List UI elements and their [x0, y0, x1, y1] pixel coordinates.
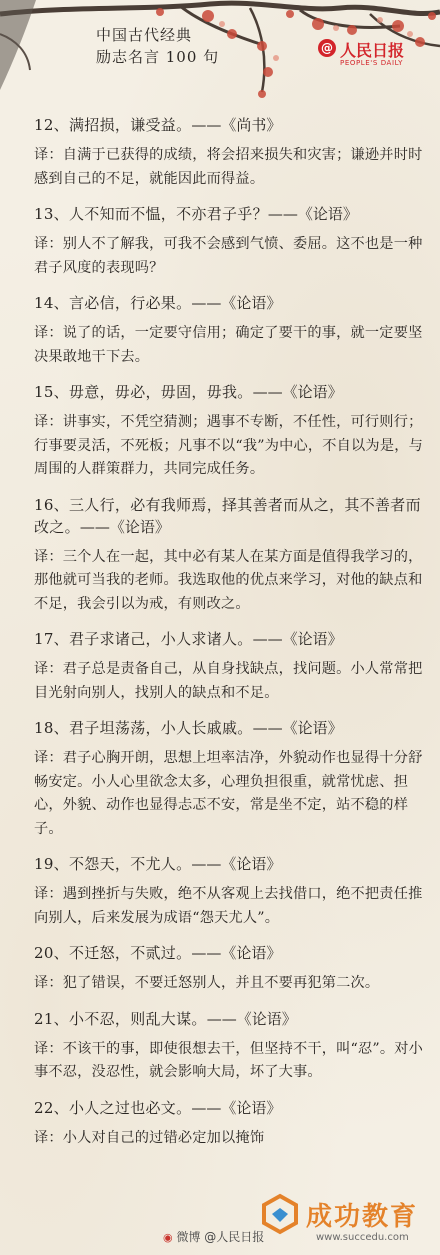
quote-line [34, 1097, 432, 1119]
quote-entry [34, 494, 432, 617]
quote-entry [34, 853, 432, 930]
quote-number: 22、 [34, 1098, 69, 1117]
quote-line [34, 853, 432, 875]
quote-entry [34, 1097, 432, 1151]
translation-text: 译：自满于已获得的成绩，将会招来损失和灾害；谦逊并时时感到自己的不足，就能因此而得益。 [34, 147, 423, 187]
quote-source: ——《论语》 [267, 205, 358, 223]
quote-entry [34, 628, 432, 705]
quote-source: ——《论语》 [191, 294, 282, 312]
translation-text: 译：遇到挫折与失败，绝不从客观上去找借口，绝不把责任推向别人，后来发展为成语“怨天尤人”。 [34, 886, 423, 926]
weibo-credit [163, 1228, 264, 1245]
credit-text: @人民日报 [204, 1230, 265, 1244]
quote-number: 15、 [34, 383, 69, 401]
quote-source: ——《论语》 [191, 1098, 282, 1117]
weibo-at-icon: @ [318, 39, 336, 57]
quote-number: 14、 [34, 294, 69, 312]
quote-number: 18、 [34, 719, 69, 737]
quote-line [34, 628, 432, 650]
translation-text: 译：君子心胸开朗，思想上坦率洁净，外貌动作也显得十分舒畅安定。小人心里欲念太多，心理负担很重，就常忧虑、担心，外貌、动作也显得忐忑不安，常是坐不定，站不稳的样子。 [34, 750, 423, 837]
translation-text: 译：三个人在一起，其中必有某人在某方面是值得我学习的，那他就可当我的老师。我选取他的优点来学习，对他的缺点和不足，我会引以为戒，有则改之。 [34, 548, 423, 612]
quote-text: 人不知而不愠，不亦君子乎？ [69, 205, 268, 223]
quote-number: 20、 [34, 944, 69, 962]
translation-text: 译：别人不了解我，可我不会感到气愤、委屈。这不也是一种君子风度的表现吗？ [34, 236, 423, 276]
quote-source: ——《论语》 [252, 383, 343, 401]
quote-line [34, 494, 432, 538]
quote-entry [34, 717, 432, 841]
quote-source: ——《论语》 [191, 855, 282, 873]
quote-text: 三人行，必有我师焉，择其善者而从之，其不善者而改之。 [34, 495, 421, 536]
quote-text: 毋意，毋必，毋固，毋我。 [69, 383, 253, 401]
title-line-1: 中国古代经典 [96, 26, 193, 44]
translation-text: 译：不该干的事，即使很想去干，但坚持不干，叫“忍”。对小事不忍，没忍性，就会影响大局，坏了大事。 [34, 1040, 423, 1080]
quote-source: ——《尚书》 [191, 116, 282, 134]
quote-number: 19、 [34, 855, 69, 873]
logo-text: 人民日报 [340, 41, 405, 60]
succedu-logo-icon [258, 1192, 302, 1236]
page-title [96, 24, 246, 68]
quote-number: 13、 [34, 205, 69, 223]
quote-text: 不怨天，不尤人。 [69, 855, 192, 873]
quote-text: 满招损，谦受益。 [69, 116, 192, 134]
quote-line [34, 717, 432, 739]
logo-subtitle: PEOPLE'S DAILY [340, 59, 404, 67]
quote-entry [34, 203, 432, 280]
quote-line [34, 114, 432, 136]
translation-text: 译：君子总是责备自己，从自身找缺点，找问题。小人常常把目光射向别人，找别人的缺点和不足。 [34, 661, 423, 701]
quote-text: 言必信，行必果。 [69, 294, 192, 312]
quotes-list [34, 114, 432, 1162]
quote-line [34, 1008, 432, 1030]
quote-entry [34, 942, 432, 996]
quote-entry [34, 292, 432, 369]
quote-entry [34, 381, 432, 482]
quote-entry [34, 114, 432, 191]
quote-text: 不迁怒，不贰过。 [69, 944, 192, 962]
quote-number: 21、 [34, 1009, 69, 1028]
quote-line [34, 381, 432, 403]
watermark-text: 成功教育 [306, 1202, 419, 1232]
quote-text: 小不忍，则乱大谋。 [69, 1009, 207, 1028]
translation-text: 译：说了的话，一定要守信用；确定了要干的事，就一定要坚决果敢地干下去。 [34, 325, 423, 365]
quote-source: ——《论语》 [252, 719, 343, 737]
watermark-url: www.succedu.com [316, 1232, 409, 1243]
weibo-icon: ◉ [163, 1231, 173, 1244]
quote-source: ——《论语》 [252, 630, 343, 648]
quote-line [34, 292, 432, 314]
peoples-daily-logo [318, 38, 430, 74]
title-line-2: 励志名言 100 句 [96, 48, 220, 66]
quote-number: 16、 [34, 495, 69, 514]
quote-text: 君子求诸己，小人求诸人。 [69, 630, 253, 648]
translation-text: 译：小人对自己的过错必定加以掩饰 [34, 1129, 265, 1146]
quote-entry [34, 1008, 432, 1085]
translation-text: 译：讲事实，不凭空猜测；遇事不专断，不任性，可行则行；行事要灵活，不死板；凡事不以“我”为中心，不自以为是，与周围的人群策群力，共同完成任务。 [34, 414, 423, 477]
quote-source: ——《论语》 [79, 517, 170, 536]
translation-text: 译：犯了错误，不要迁怒别人，并且不要再犯第二次。 [34, 975, 380, 991]
quote-number: 12、 [34, 116, 69, 134]
weibo-label: 微博 [176, 1230, 201, 1244]
quote-line [34, 203, 432, 225]
quote-source: ——《论语》 [191, 944, 282, 962]
quote-line [34, 942, 432, 964]
quote-text: 小人之过也必文。 [69, 1098, 192, 1117]
quote-number: 17、 [34, 630, 69, 648]
quote-text: 君子坦荡荡，小人长戚戚。 [69, 719, 253, 737]
quote-source: ——《论语》 [206, 1009, 297, 1028]
